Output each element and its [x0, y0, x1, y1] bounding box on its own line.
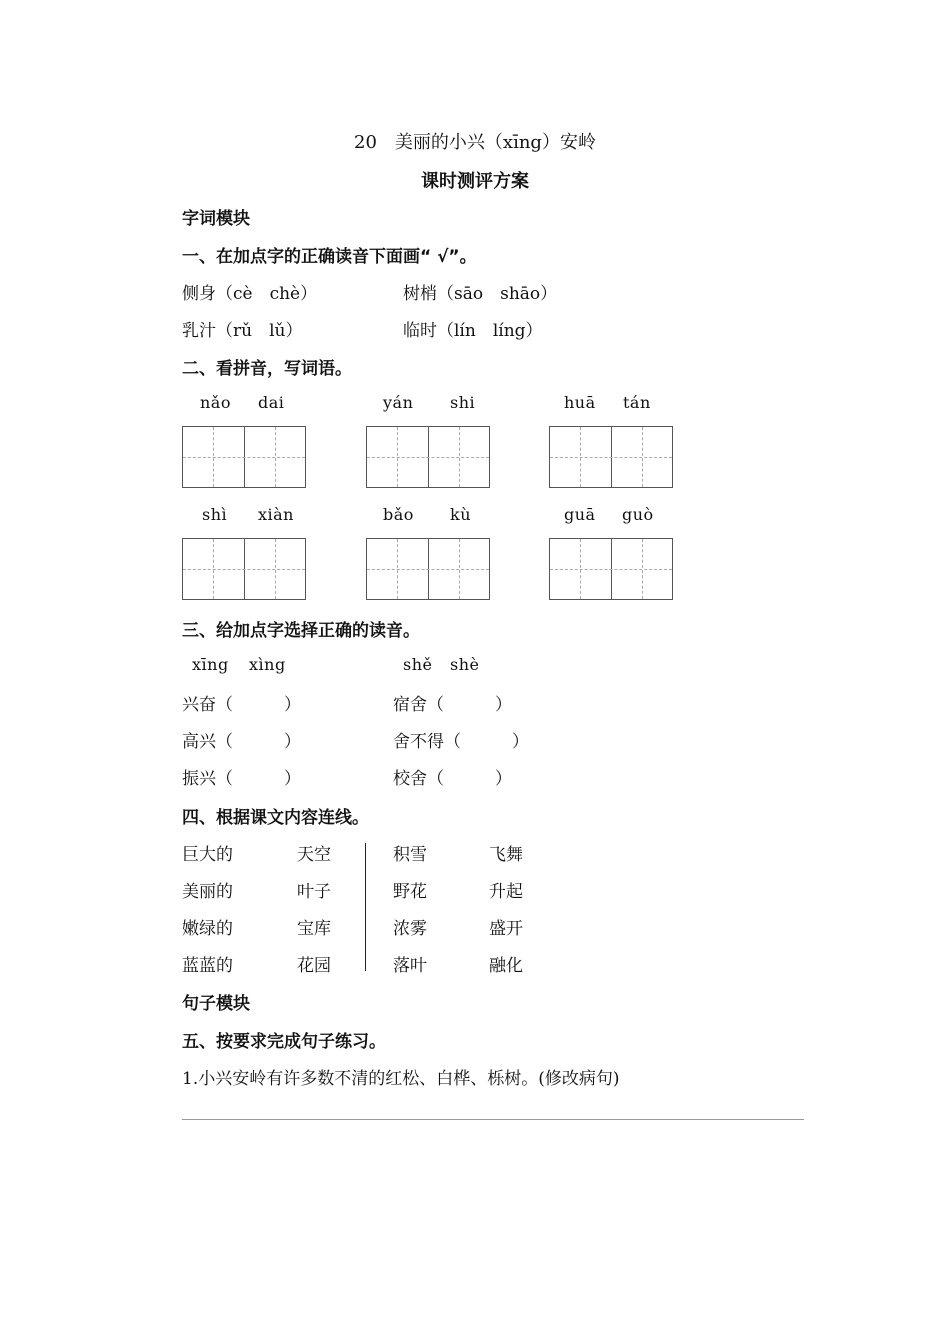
divider	[365, 843, 366, 971]
answer-line[interactable]	[182, 1119, 804, 1120]
q1-item: 侧身（cè chè）	[182, 284, 318, 304]
writing-grid[interactable]	[549, 538, 673, 600]
pinyin-label: nǎo	[200, 393, 231, 412]
pinyin-label: shi	[450, 393, 476, 412]
q3-item[interactable]: 舍不得（ ）	[393, 732, 529, 752]
q5-heading: 五、按要求完成句子练习。	[182, 1032, 386, 1052]
match-item[interactable]: 野花	[393, 882, 427, 902]
q3-item[interactable]: 兴奋（ ）	[182, 695, 301, 715]
q1-heading: 一、在加点字的正确读音下面画“ √”。	[182, 247, 477, 267]
match-item[interactable]: 浓雾	[393, 919, 427, 939]
match-item[interactable]: 巨大的	[182, 845, 233, 865]
reading-option: xīng	[192, 655, 229, 674]
reading-option: shě	[403, 655, 433, 674]
q3-heading: 三、给加点字选择正确的读音。	[182, 621, 420, 641]
match-item[interactable]: 积雪	[393, 845, 427, 865]
writing-grid[interactable]	[182, 538, 306, 600]
reading-option: shè	[450, 655, 480, 674]
match-item[interactable]: 飞舞	[489, 845, 523, 865]
pinyin-label: shì	[202, 505, 228, 524]
match-item[interactable]: 宝库	[297, 919, 331, 939]
pinyin-label: kù	[450, 505, 471, 524]
pinyin-label: dai	[258, 393, 285, 412]
pinyin-label: xiàn	[258, 505, 294, 524]
match-item[interactable]: 盛开	[489, 919, 523, 939]
page-subtitle: 课时测评方案	[421, 171, 529, 192]
pinyin-label: bǎo	[383, 505, 414, 524]
section-sentences-module: 句子模块	[182, 994, 250, 1014]
q3-item[interactable]: 宿舍（ ）	[393, 695, 512, 715]
match-item[interactable]: 美丽的	[182, 882, 233, 902]
match-item[interactable]: 天空	[297, 845, 331, 865]
pinyin-label: guò	[622, 505, 654, 524]
q3-item[interactable]: 振兴（ ）	[182, 769, 301, 789]
section-words-module: 字词模块	[182, 209, 250, 229]
match-item[interactable]: 花园	[297, 956, 331, 976]
match-item[interactable]: 嫩绿的	[182, 919, 233, 939]
match-item[interactable]: 落叶	[393, 956, 427, 976]
pinyin-label: huā	[564, 393, 596, 412]
q3-item[interactable]: 高兴（ ）	[182, 732, 301, 752]
q5-item: 1.小兴安岭有许多数不清的红松、白桦、栎树。(修改病句)	[182, 1069, 620, 1089]
pinyin-label: guā	[564, 505, 596, 524]
match-item[interactable]: 融化	[489, 956, 523, 976]
writing-grid[interactable]	[366, 538, 490, 600]
match-item[interactable]: 叶子	[297, 882, 331, 902]
q1-item: 临时（lín líng）	[403, 321, 543, 341]
q2-heading: 二、看拼音，写词语。	[182, 359, 352, 379]
writing-grid[interactable]	[182, 426, 306, 488]
pinyin-label: tán	[623, 393, 651, 412]
q1-item: 乳汁（rǔ lǔ）	[182, 321, 303, 341]
q3-item[interactable]: 校舍（ ）	[393, 769, 512, 789]
match-item[interactable]: 蓝蓝的	[182, 956, 233, 976]
match-item[interactable]: 升起	[489, 882, 523, 902]
page-title: 20 美丽的小兴（xīng）安岭	[354, 132, 596, 153]
writing-grid[interactable]	[549, 426, 673, 488]
writing-grid[interactable]	[366, 426, 490, 488]
q1-item: 树梢（sāo shāo）	[403, 284, 558, 304]
q4-heading: 四、根据课文内容连线。	[182, 808, 369, 828]
reading-option: xìng	[249, 655, 286, 674]
pinyin-label: yán	[383, 393, 414, 412]
